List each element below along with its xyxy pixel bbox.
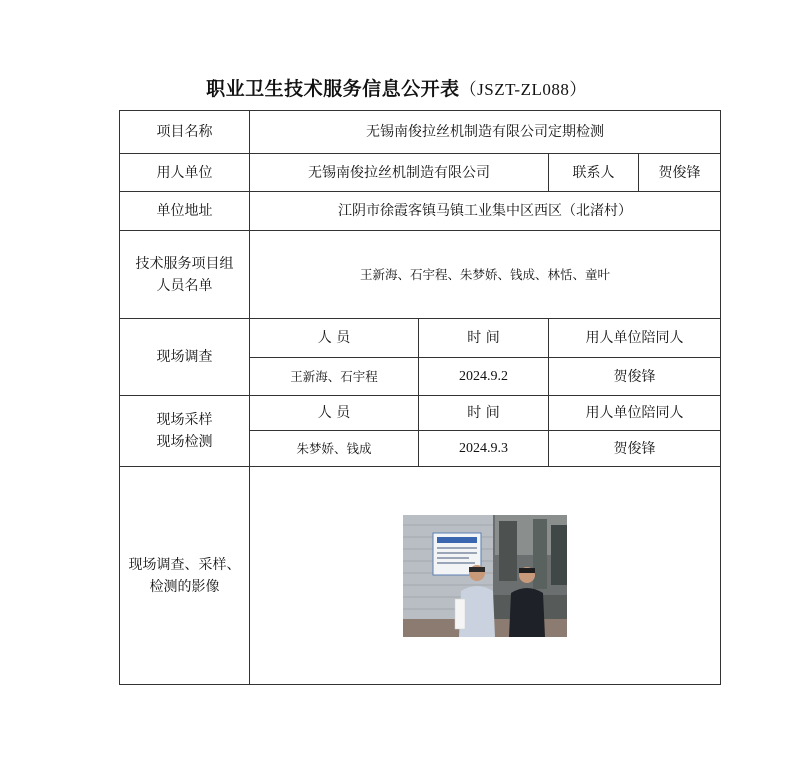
contact-value: 贺俊锋 bbox=[639, 154, 721, 192]
sampling-col-personnel: 人 员 bbox=[250, 396, 419, 431]
survey-personnel: 王新海、石宇程 bbox=[250, 358, 419, 396]
row-team bbox=[120, 231, 721, 319]
row-employer bbox=[120, 154, 721, 192]
team-value: 王新海、石宇程、朱梦娇、钱成、林恬、童叶 bbox=[250, 231, 721, 319]
contact-label: 联系人 bbox=[549, 154, 639, 192]
project-value: 无锡南俊拉丝机制造有限公司定期检测 bbox=[250, 111, 721, 154]
sampling-label: 现场采样 现场检测 bbox=[120, 396, 250, 467]
survey-col-time: 时 间 bbox=[419, 319, 549, 358]
sampling-personnel: 朱梦娇、钱成 bbox=[250, 431, 419, 467]
employer-value: 无锡南俊拉丝机制造有限公司 bbox=[250, 154, 549, 192]
info-table bbox=[119, 110, 721, 685]
site-photo bbox=[403, 515, 567, 637]
sampling-col-time: 时 间 bbox=[419, 396, 549, 431]
survey-col-personnel: 人 员 bbox=[250, 319, 419, 358]
survey-escort: 贺俊锋 bbox=[549, 358, 721, 396]
form-code: （JSZT-ZL088） bbox=[459, 80, 587, 99]
row-survey-header bbox=[120, 319, 721, 358]
address-label: 单位地址 bbox=[120, 192, 250, 231]
sampling-col-escort: 用人单位陪同人 bbox=[549, 396, 721, 431]
row-images bbox=[120, 467, 721, 685]
project-label: 项目名称 bbox=[120, 111, 250, 154]
survey-col-escort: 用人单位陪同人 bbox=[549, 319, 721, 358]
employer-label: 用人单位 bbox=[120, 154, 250, 192]
page-title bbox=[0, 74, 793, 101]
survey-time: 2024.9.2 bbox=[419, 358, 549, 396]
sampling-escort: 贺俊锋 bbox=[549, 431, 721, 467]
survey-label: 现场调查 bbox=[120, 319, 250, 396]
address-value: 江阴市徐霞客镇马镇工业集中区西区（北渚村） bbox=[250, 192, 721, 231]
row-address bbox=[120, 192, 721, 231]
title-text: 职业卫生技术服务信息公开表 bbox=[206, 78, 460, 100]
images-cell bbox=[250, 467, 721, 685]
row-project bbox=[120, 111, 721, 154]
images-label: 现场调查、采样、 检测的影像 bbox=[120, 467, 250, 685]
sampling-time: 2024.9.3 bbox=[419, 431, 549, 467]
row-sampling-header bbox=[120, 396, 721, 431]
team-label: 技术服务项目组 人员名单 bbox=[120, 231, 250, 319]
site-photo-image bbox=[403, 515, 567, 637]
